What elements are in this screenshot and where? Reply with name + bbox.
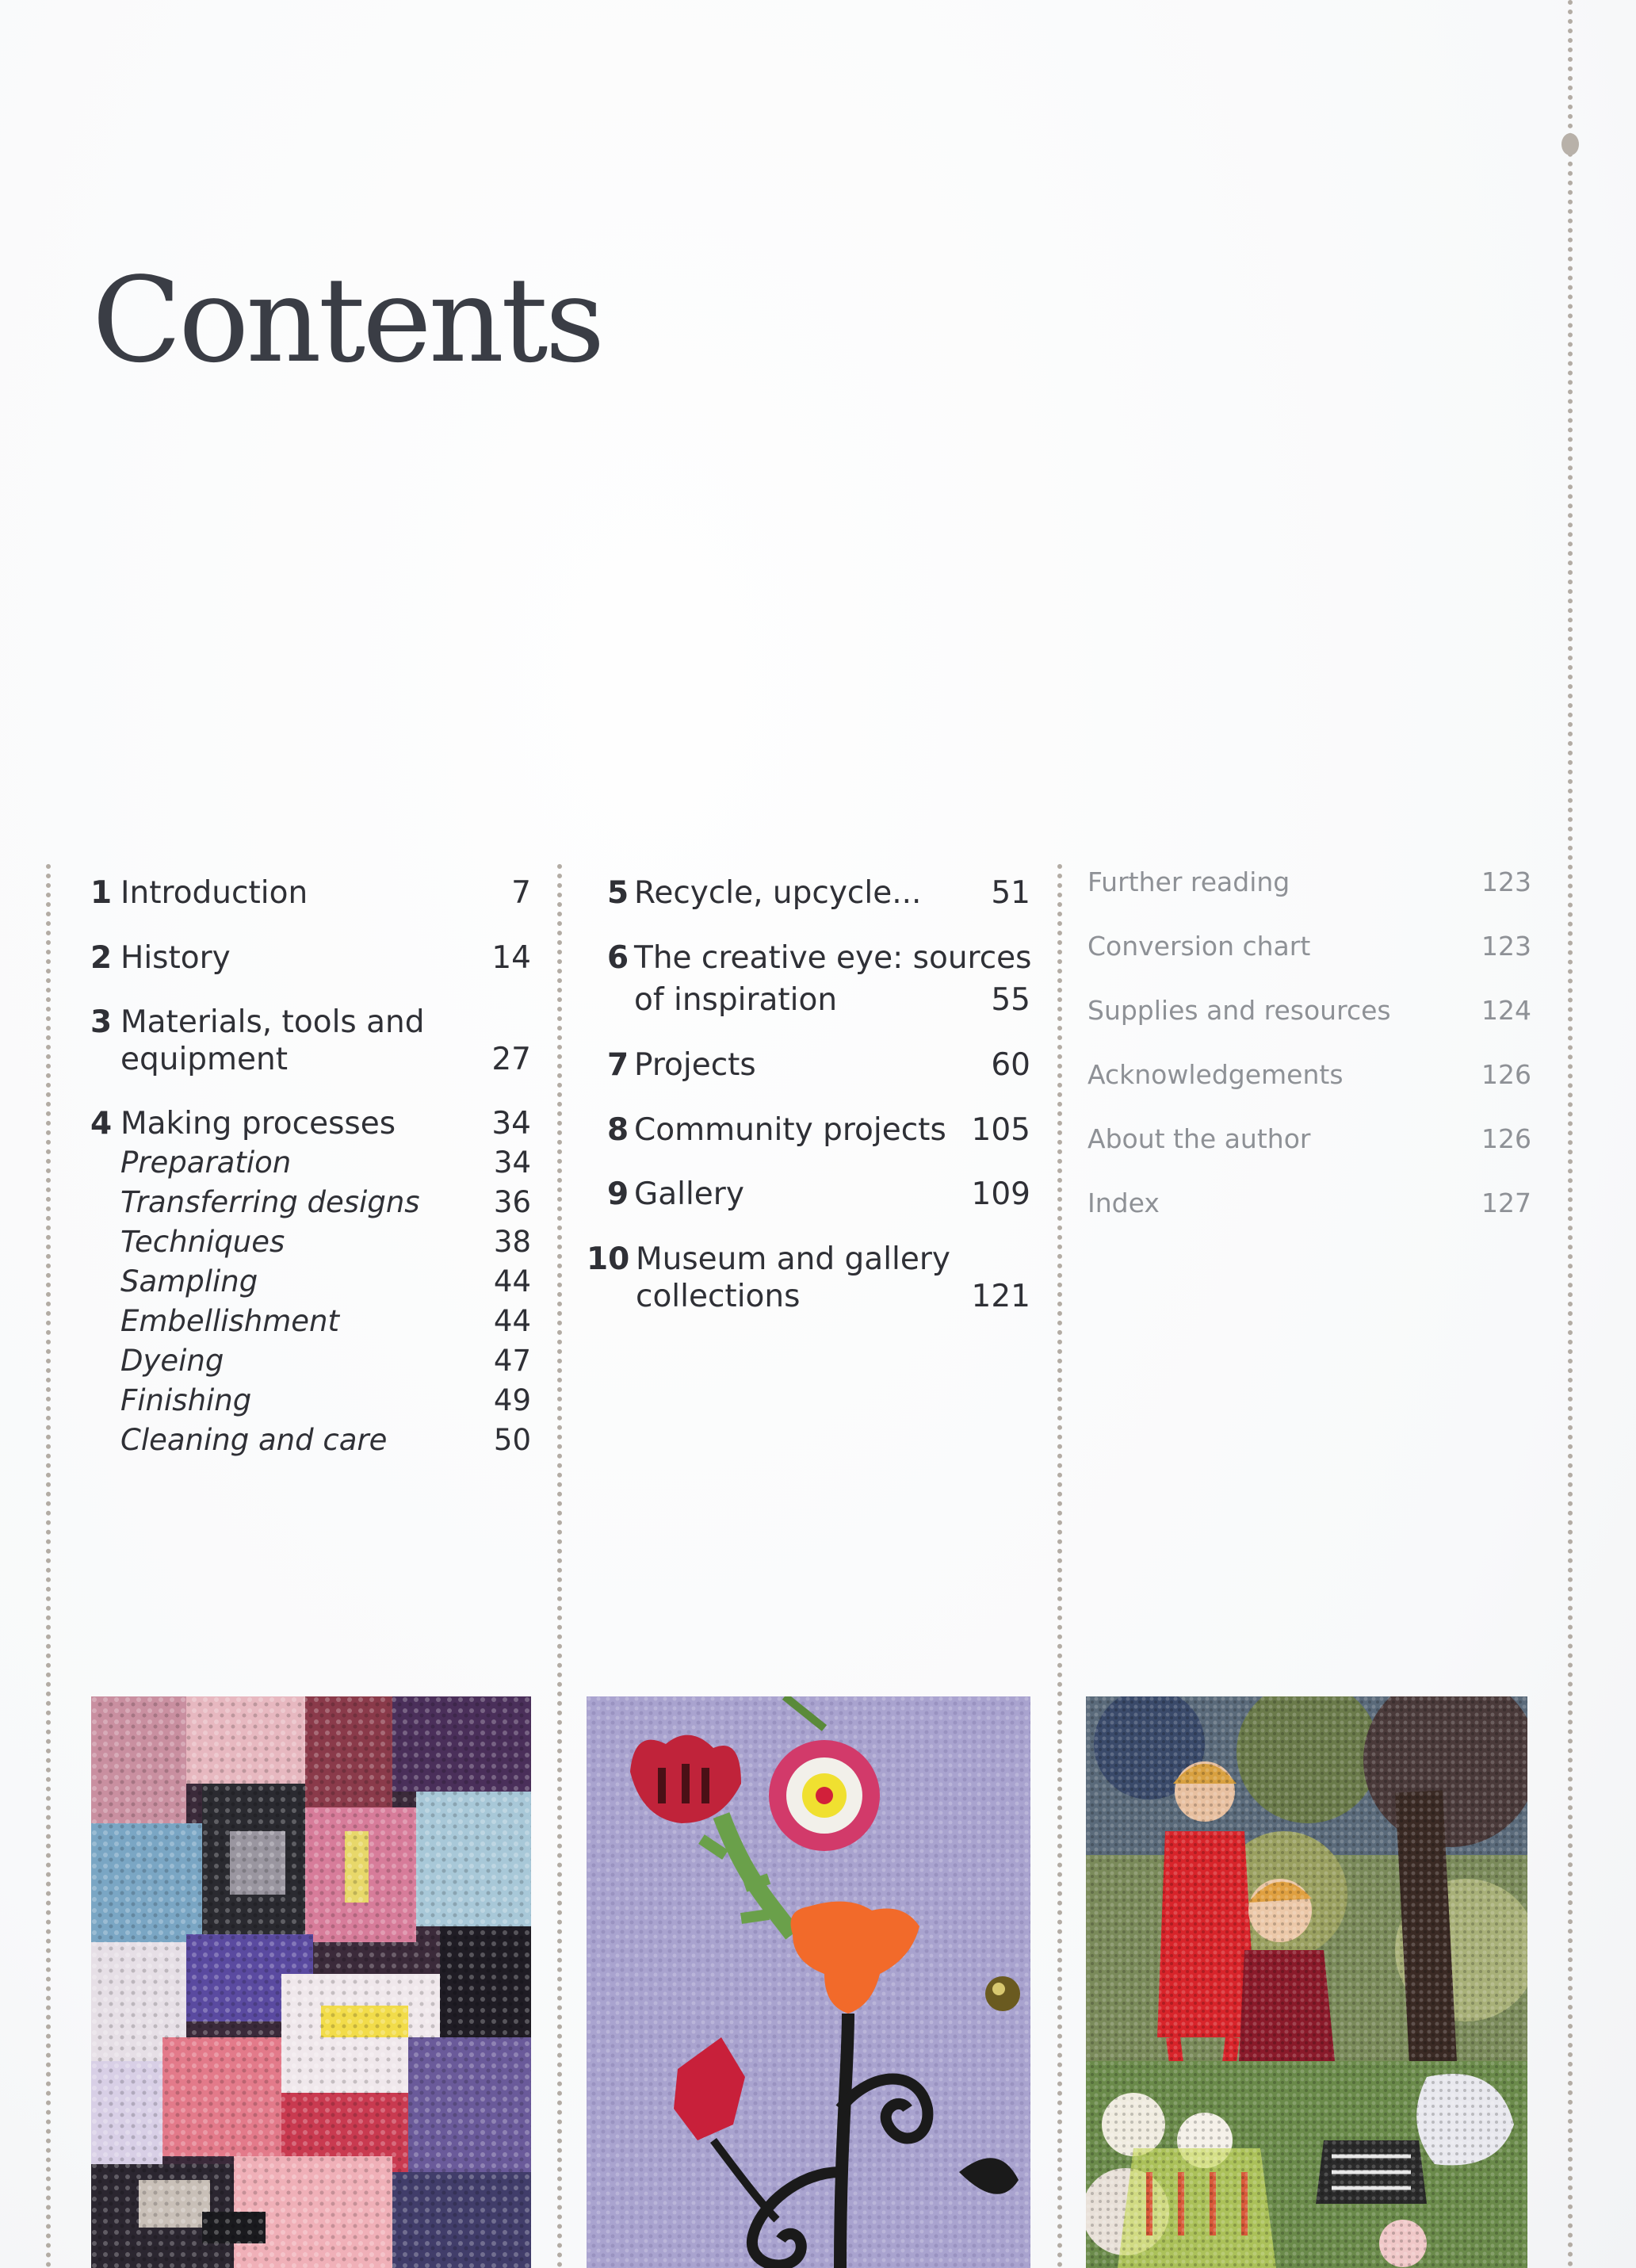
toc-backmatter-index[interactable] (1087, 1188, 1531, 1218)
page-number: 47 (493, 1344, 531, 1378)
page-number: 121 (971, 1279, 1030, 1314)
subentry-title: Embellishment (120, 1304, 340, 1338)
page-number: 36 (493, 1185, 531, 1219)
chapter-number: 9 (607, 1176, 629, 1212)
chapter-title: Gallery (634, 1176, 744, 1212)
backmatter-title: Further reading (1087, 866, 1290, 897)
chapter-title: The creative eye: sources (634, 940, 1032, 976)
page-number: 7 (511, 875, 531, 911)
page-number: 44 (493, 1304, 531, 1338)
chapter-number: 2 (90, 940, 113, 976)
chapter-title: History (120, 940, 231, 976)
chapter-title: Making processes (120, 1106, 396, 1142)
page-number: 123 (1481, 931, 1531, 962)
toc-backmatter-supplies[interactable] (1087, 995, 1531, 1026)
toc-backmatter-about-author[interactable] (1087, 1123, 1531, 1154)
subentry-title: Techniques (120, 1225, 285, 1259)
chapter-title: Recycle, upcycle... (634, 875, 922, 911)
subentry-title: Cleaning and care (120, 1423, 388, 1457)
column-divider-3 (1057, 864, 1062, 2268)
page-number: 27 (491, 1042, 531, 1077)
page-number: 126 (1481, 1123, 1531, 1154)
chapter-number: 10 (587, 1241, 630, 1277)
page-number: 14 (491, 940, 531, 976)
page-number: 105 (971, 1112, 1030, 1148)
backmatter-title: Conversion chart (1087, 931, 1311, 962)
toc-subentry-cleaning-and-care[interactable] (120, 1423, 531, 1457)
chapter-title: Projects (634, 1047, 756, 1083)
page-number: 60 (991, 1047, 1030, 1083)
chapter-number: 8 (607, 1112, 629, 1148)
chapter-number: 7 (607, 1047, 629, 1083)
right-edge-dotted-line (1568, 0, 1573, 2268)
subentry-title: Transferring designs (120, 1185, 420, 1219)
page-number: 126 (1481, 1059, 1531, 1090)
backmatter-title: About the author (1087, 1123, 1311, 1154)
toc-backmatter-further-reading[interactable] (1087, 866, 1531, 897)
page-number: 34 (491, 1106, 531, 1142)
page-number: 123 (1481, 866, 1531, 897)
chapter-title: Community projects (634, 1112, 946, 1148)
backmatter-title: Supplies and resources (1087, 995, 1391, 1026)
page-number: 109 (971, 1176, 1030, 1212)
toc-subentry-embellishment[interactable] (120, 1304, 531, 1338)
toc-backmatter-conversion-chart[interactable] (1087, 931, 1531, 962)
toc-backmatter-acknowledgements[interactable] (1087, 1059, 1531, 1090)
chapter-title-line-2: collections (636, 1279, 801, 1314)
toc-subentry-sampling[interactable] (120, 1264, 531, 1298)
page-number: 127 (1481, 1188, 1531, 1218)
subentry-title: Finishing (120, 1383, 252, 1417)
column-divider-2 (557, 864, 562, 2268)
column-divider-1 (46, 864, 51, 2268)
rag-rug-photo-flowers (587, 1696, 1030, 2268)
chapter-title: Materials, tools and (120, 1004, 425, 1040)
toc-subentry-dyeing[interactable] (120, 1344, 531, 1378)
page-number: 38 (493, 1225, 531, 1259)
chapter-number: 4 (90, 1106, 113, 1142)
chapter-title-line-2: equipment (120, 1042, 289, 1077)
chapter-title: Introduction (120, 875, 308, 911)
page-number: 50 (493, 1423, 531, 1457)
page-number: 55 (991, 982, 1030, 1018)
chapter-number: 5 (607, 875, 629, 911)
subentry-title: Sampling (120, 1264, 258, 1298)
chapter-title-line-2: of inspiration (634, 982, 838, 1018)
page-title: Contents (92, 252, 602, 388)
toc-subentry-techniques[interactable] (120, 1225, 531, 1259)
toc-subentry-preparation[interactable] (120, 1145, 531, 1180)
toc-subentry-finishing[interactable] (120, 1383, 531, 1417)
chapter-title: Museum and gallery (636, 1241, 950, 1277)
page-number: 124 (1481, 995, 1531, 1026)
page-number: 44 (493, 1264, 531, 1298)
page-number: 51 (991, 875, 1030, 911)
rag-rug-photo-community-scene (1086, 1696, 1527, 2268)
page-number: 49 (493, 1383, 531, 1417)
subentry-title: Dyeing (120, 1344, 224, 1378)
page-number: 34 (493, 1145, 531, 1180)
chapter-number: 3 (90, 1004, 113, 1040)
edge-marker-dot (1561, 133, 1579, 155)
toc-subentry-transferring-designs[interactable] (120, 1185, 531, 1219)
chapter-number: 1 (90, 875, 113, 911)
chapter-number: 6 (607, 940, 629, 976)
rag-rug-photo-abstract (91, 1696, 531, 2268)
backmatter-title: Acknowledgements (1087, 1059, 1344, 1090)
backmatter-title: Index (1087, 1188, 1160, 1218)
subentry-title: Preparation (120, 1145, 292, 1180)
